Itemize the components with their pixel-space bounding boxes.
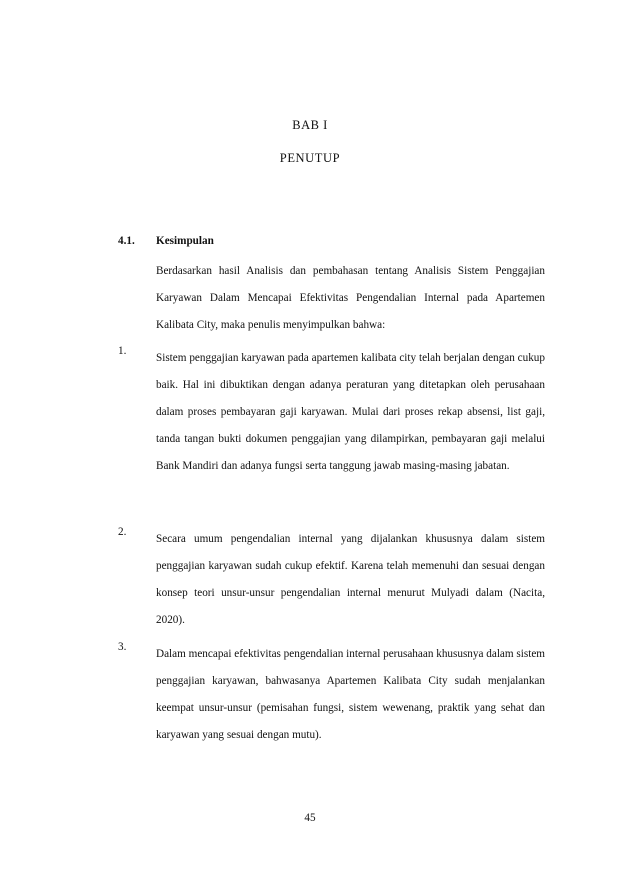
list-item-text: Sistem penggajian karyawan pada apartemen kalibata city telah berjalan dengan cukup baik. Hal ini dibuktikan dengan adanya peraturan yang ditetapkan oleh perusahaan dalam proses pembayaran gaji karyawan. Mulai dari proses rekap absensi, list gaji, tanda tangan bukti dokumen penggajian yang dilampirkan, pembayaran gaji melalui Bank Mandiri dan adanya fungsi serta tanggung jawab masing-masing jabatan. [156, 352, 545, 472]
list-item-text: Secara umum pengendalian internal yang dijalankan khususnya dalam sistem penggajian karyawan sudah cukup efektif. Karena telah memenuhi dan sesuai dengan konsep teori unsur-unsur pengendalian internal menurut Mulyadi dalam (Nacita, 2020). [156, 533, 545, 626]
list-item-number: 3. [118, 641, 127, 653]
chapter-title: PENUTUP [279, 151, 341, 165]
list-item-text: Dalam mencapai efektivitas pengendalian internal perusahaan khususnya dalam sistem penggajian karyawan, bahwasanya Apartemen Kalibata City sudah menjalankan keempat unsur-unsur (pemisahan fungsi, sistem wewenang, praktik yang sehat dan karyawan yang sesuai dengan mutu). [156, 648, 545, 741]
section-number: 4.1. [118, 235, 135, 247]
section-title: Kesimpulan [156, 235, 214, 247]
list-item-number: 1. [118, 345, 127, 357]
list-item-number: 2. [118, 526, 127, 538]
section-intro-paragraph: Berdasarkan hasil Analisis dan pembahasan tentang Analisis Sistem Penggajian Karyawan Dalam Mencapai Efektivitas Pengendalian Internal pada Apartemen Kalibata City, maka penulis menyimpulkan bahwa: [156, 265, 545, 331]
page-number: 45 [304, 812, 316, 824]
chapter-heading: BAB I [292, 118, 328, 132]
